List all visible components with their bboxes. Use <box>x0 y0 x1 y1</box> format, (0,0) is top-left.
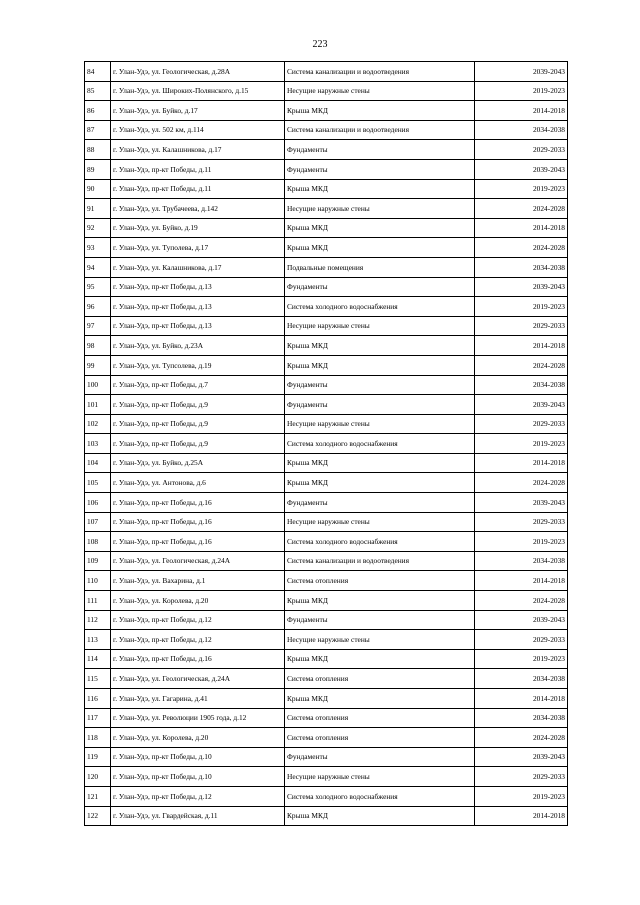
row-number-cell: 94 <box>85 257 111 277</box>
table-row <box>85 649 568 669</box>
table-row <box>85 493 568 513</box>
structural-element-cell: Система холодного водоснабжения <box>285 532 475 552</box>
repair-period-cell: 2029-2033 <box>475 512 568 532</box>
row-number-cell: 88 <box>85 140 111 160</box>
repair-period-cell: 2029-2033 <box>475 414 568 434</box>
row-number-cell: 102 <box>85 414 111 434</box>
structural-element-cell: Система холодного водоснабжения <box>285 786 475 806</box>
address-cell: г. Улан-Удэ, пр-кт Победы, д.16 <box>111 649 285 669</box>
repair-period-cell: 2039-2043 <box>475 395 568 415</box>
table-row <box>85 630 568 650</box>
address-cell: г. Улан-Удэ, ул. Гагарина, д.41 <box>111 689 285 709</box>
table-row <box>85 532 568 552</box>
address-cell: г. Улан-Удэ, пр-кт Победы, д.11 <box>111 179 285 199</box>
repair-period-cell: 2034-2038 <box>475 708 568 728</box>
row-number-cell: 118 <box>85 728 111 748</box>
structural-element-cell: Фундаменты <box>285 493 475 513</box>
address-cell: г. Улан-Удэ, пр-кт Победы, д.12 <box>111 630 285 650</box>
structural-element-cell: Крыша МКД <box>285 218 475 238</box>
address-cell: г. Улан-Удэ, пр-кт Победы, д.13 <box>111 297 285 317</box>
address-cell: г. Улан-Удэ, ул. Калашникова, д.17 <box>111 257 285 277</box>
row-number-cell: 114 <box>85 649 111 669</box>
row-number-cell: 120 <box>85 767 111 787</box>
address-cell: г. Улан-Удэ, ул. Буйко, д.19 <box>111 218 285 238</box>
structural-element-cell: Несущие наружные стены <box>285 81 475 101</box>
row-number-cell: 105 <box>85 473 111 493</box>
table-row <box>85 355 568 375</box>
address-cell: г. Улан-Удэ, ул. Тупсолева, д.19 <box>111 355 285 375</box>
table-row <box>85 159 568 179</box>
repair-period-cell: 2034-2038 <box>475 120 568 140</box>
table-row <box>85 551 568 571</box>
address-cell: г. Улан-Удэ, пр-кт Победы, д.13 <box>111 316 285 336</box>
row-number-cell: 101 <box>85 395 111 415</box>
structural-element-cell: Несущие наружные стены <box>285 630 475 650</box>
table-row <box>85 120 568 140</box>
structural-element-cell: Фундаменты <box>285 610 475 630</box>
structural-element-cell: Крыша МКД <box>285 238 475 258</box>
address-cell: г. Улан-Удэ, пр-кт Победы, д.9 <box>111 395 285 415</box>
address-cell: г. Улан-Удэ, пр-кт Победы, д.10 <box>111 747 285 767</box>
repair-period-cell: 2019-2023 <box>475 179 568 199</box>
repair-period-cell: 2039-2043 <box>475 747 568 767</box>
repair-period-cell: 2034-2038 <box>475 669 568 689</box>
table-row <box>85 571 568 591</box>
table-row <box>85 101 568 121</box>
address-cell: г. Улан-Удэ, ул. Королева, д.20 <box>111 728 285 748</box>
address-cell: г. Улан-Удэ, ул. Революции 1905 года, д.12 <box>111 708 285 728</box>
repair-period-cell: 2029-2033 <box>475 630 568 650</box>
table-row <box>85 512 568 532</box>
repair-period-cell: 2024-2028 <box>475 355 568 375</box>
table-row <box>85 434 568 454</box>
address-cell: г. Улан-Удэ, ул. Вахарина, д.1 <box>111 571 285 591</box>
table-row <box>85 336 568 356</box>
structural-element-cell: Несущие наружные стены <box>285 767 475 787</box>
table-row <box>85 806 568 826</box>
page-number: 223 <box>312 39 328 50</box>
repair-period-cell: 2014-2018 <box>475 689 568 709</box>
repair-period-cell: 2019-2023 <box>475 434 568 454</box>
repair-period-cell: 2014-2018 <box>475 806 568 826</box>
structural-element-cell: Крыша МКД <box>285 355 475 375</box>
row-number-cell: 84 <box>85 62 111 82</box>
repair-period-cell: 2014-2018 <box>475 101 568 121</box>
table-row <box>85 375 568 395</box>
table-row <box>85 591 568 611</box>
repair-period-cell: 2019-2023 <box>475 81 568 101</box>
address-cell: г. Улан-Удэ, пр-кт Победы, д.10 <box>111 767 285 787</box>
structural-element-cell: Система канализации и водоотведения <box>285 120 475 140</box>
structural-element-cell: Система отопления <box>285 728 475 748</box>
row-number-cell: 108 <box>85 532 111 552</box>
row-number-cell: 117 <box>85 708 111 728</box>
table-row <box>85 297 568 317</box>
structural-element-cell: Крыша МКД <box>285 591 475 611</box>
repair-period-cell: 2024-2028 <box>475 728 568 748</box>
repair-period-cell: 2014-2018 <box>475 218 568 238</box>
address-cell: г. Улан-Удэ, пр-кт Победы, д.9 <box>111 414 285 434</box>
address-cell: г. Улан-Удэ, ул. Королева, д.20 <box>111 591 285 611</box>
row-number-cell: 104 <box>85 453 111 473</box>
structural-element-cell: Фундаменты <box>285 140 475 160</box>
table-row <box>85 786 568 806</box>
structural-element-cell: Фундаменты <box>285 747 475 767</box>
address-cell: г. Улан-Удэ, пр-кт Победы, д.9 <box>111 434 285 454</box>
row-number-cell: 121 <box>85 786 111 806</box>
structural-element-cell: Крыша МКД <box>285 689 475 709</box>
table-row <box>85 669 568 689</box>
row-number-cell: 111 <box>85 591 111 611</box>
table-row <box>85 767 568 787</box>
row-number-cell: 100 <box>85 375 111 395</box>
structural-element-cell: Система отопления <box>285 571 475 591</box>
repair-period-cell: 2034-2038 <box>475 375 568 395</box>
address-cell: г. Улан-Удэ, ул. Калашникова, д.17 <box>111 140 285 160</box>
row-number-cell: 99 <box>85 355 111 375</box>
row-number-cell: 113 <box>85 630 111 650</box>
structural-element-cell: Фундаменты <box>285 159 475 179</box>
address-cell: г. Улан-Удэ, ул. Широких-Полянского, д.15 <box>111 81 285 101</box>
repair-period-cell: 2029-2033 <box>475 316 568 336</box>
address-cell: г. Улан-Удэ, ул. 502 км, д.114 <box>111 120 285 140</box>
address-cell: г. Улан-Удэ, ул. Трубачеева, д.142 <box>111 199 285 219</box>
structural-element-cell: Несущие наружные стены <box>285 512 475 532</box>
address-cell: г. Улан-Удэ, ул. Геологическая, д.24А <box>111 551 285 571</box>
address-cell: г. Улан-Удэ, пр-кт Победы, д.16 <box>111 493 285 513</box>
structural-element-cell: Крыша МКД <box>285 336 475 356</box>
table-row <box>85 395 568 415</box>
table-row <box>85 277 568 297</box>
address-cell: г. Улан-Удэ, пр-кт Победы, д.7 <box>111 375 285 395</box>
structural-element-cell: Система холодного водоснабжения <box>285 434 475 454</box>
repair-period-cell: 2014-2018 <box>475 336 568 356</box>
table-row <box>85 257 568 277</box>
row-number-cell: 97 <box>85 316 111 336</box>
table-row <box>85 62 568 82</box>
repair-period-cell: 2019-2023 <box>475 297 568 317</box>
row-number-cell: 122 <box>85 806 111 826</box>
repair-period-cell: 2019-2023 <box>475 649 568 669</box>
repair-period-cell: 2039-2043 <box>475 610 568 630</box>
table-row <box>85 689 568 709</box>
row-number-cell: 85 <box>85 81 111 101</box>
structural-element-cell: Фундаменты <box>285 395 475 415</box>
structural-element-cell: Крыша МКД <box>285 179 475 199</box>
row-number-cell: 95 <box>85 277 111 297</box>
repair-period-cell: 2024-2028 <box>475 591 568 611</box>
row-number-cell: 90 <box>85 179 111 199</box>
row-number-cell: 112 <box>85 610 111 630</box>
row-number-cell: 107 <box>85 512 111 532</box>
structural-element-cell: Фундаменты <box>285 277 475 297</box>
repair-period-cell: 2029-2033 <box>475 140 568 160</box>
address-cell: г. Улан-Удэ, пр-кт Победы, д.12 <box>111 610 285 630</box>
row-number-cell: 96 <box>85 297 111 317</box>
table-row <box>85 610 568 630</box>
table-row <box>85 218 568 238</box>
row-number-cell: 106 <box>85 493 111 513</box>
structural-element-cell: Несущие наружные стены <box>285 414 475 434</box>
address-cell: г. Улан-Удэ, ул. Гвардейская, д.11 <box>111 806 285 826</box>
structural-element-cell: Система канализации и водоотведения <box>285 62 475 82</box>
row-number-cell: 86 <box>85 101 111 121</box>
repair-period-cell: 2039-2043 <box>475 159 568 179</box>
row-number-cell: 115 <box>85 669 111 689</box>
table-row <box>85 140 568 160</box>
table-row <box>85 199 568 219</box>
table-row <box>85 316 568 336</box>
table-row <box>85 238 568 258</box>
table-row <box>85 708 568 728</box>
structural-element-cell: Система отопления <box>285 669 475 689</box>
row-number-cell: 92 <box>85 218 111 238</box>
repair-period-cell: 2019-2023 <box>475 532 568 552</box>
repair-period-cell: 2024-2028 <box>475 473 568 493</box>
row-number-cell: 103 <box>85 434 111 454</box>
table-row <box>85 414 568 434</box>
table-row <box>85 728 568 748</box>
repair-period-cell: 2014-2018 <box>475 571 568 591</box>
repair-period-cell: 2034-2038 <box>475 551 568 571</box>
repair-period-cell: 2024-2028 <box>475 238 568 258</box>
address-cell: г. Улан-Удэ, ул. Геологическая, д.24А <box>111 669 285 689</box>
structural-element-cell: Крыша МКД <box>285 649 475 669</box>
address-cell: г. Улан-Удэ, пр-кт Победы, д.11 <box>111 159 285 179</box>
repair-period-cell: 2039-2043 <box>475 277 568 297</box>
row-number-cell: 119 <box>85 747 111 767</box>
table-body <box>85 62 568 826</box>
address-cell: г. Улан-Удэ, ул. Буйко, д.17 <box>111 101 285 121</box>
row-number-cell: 109 <box>85 551 111 571</box>
structural-element-cell: Система отопления <box>285 708 475 728</box>
structural-element-cell: Крыша МКД <box>285 453 475 473</box>
address-cell: г. Улан-Удэ, ул. Буйко, д.25А <box>111 453 285 473</box>
table-row <box>85 747 568 767</box>
structural-element-cell: Крыша МКД <box>285 806 475 826</box>
table-row <box>85 453 568 473</box>
structural-element-cell: Крыша МКД <box>285 101 475 121</box>
structural-element-cell: Подвальные помещения <box>285 257 475 277</box>
repair-period-cell: 2014-2018 <box>475 453 568 473</box>
row-number-cell: 98 <box>85 336 111 356</box>
row-number-cell: 110 <box>85 571 111 591</box>
table-row <box>85 473 568 493</box>
structural-element-cell: Несущие наружные стены <box>285 199 475 219</box>
address-cell: г. Улан-Удэ, пр-кт Победы, д.12 <box>111 786 285 806</box>
structural-element-cell: Фундаменты <box>285 375 475 395</box>
row-number-cell: 93 <box>85 238 111 258</box>
structural-element-cell: Система канализации и водоотведения <box>285 551 475 571</box>
address-cell: г. Улан-Удэ, ул. Антонова, д.6 <box>111 473 285 493</box>
address-cell: г. Улан-Удэ, пр-кт Победы, д.16 <box>111 512 285 532</box>
structural-element-cell: Несущие наружные стены <box>285 316 475 336</box>
address-cell: г. Улан-Удэ, пр-кт Победы, д.16 <box>111 532 285 552</box>
structural-element-cell: Система холодного водоснабжения <box>285 297 475 317</box>
repair-period-cell: 2024-2028 <box>475 199 568 219</box>
address-cell: г. Улан-Удэ, ул. Геологическая, д.28А <box>111 62 285 82</box>
row-number-cell: 87 <box>85 120 111 140</box>
table-row <box>85 179 568 199</box>
repair-period-cell: 2039-2043 <box>475 493 568 513</box>
repair-period-cell: 2034-2038 <box>475 257 568 277</box>
row-number-cell: 116 <box>85 689 111 709</box>
structural-element-cell: Крыша МКД <box>285 473 475 493</box>
address-cell: г. Улан-Удэ, ул. Буйко, д.23А <box>111 336 285 356</box>
address-cell: г. Улан-Удэ, пр-кт Победы, д.13 <box>111 277 285 297</box>
row-number-cell: 89 <box>85 159 111 179</box>
row-number-cell: 91 <box>85 199 111 219</box>
repair-period-cell: 2019-2023 <box>475 786 568 806</box>
address-cell: г. Улан-Удэ, ул. Туполева, д.17 <box>111 238 285 258</box>
repair-period-cell: 2029-2033 <box>475 767 568 787</box>
repair-schedule-table <box>84 61 568 826</box>
table-row <box>85 81 568 101</box>
repair-period-cell: 2039-2043 <box>475 62 568 82</box>
